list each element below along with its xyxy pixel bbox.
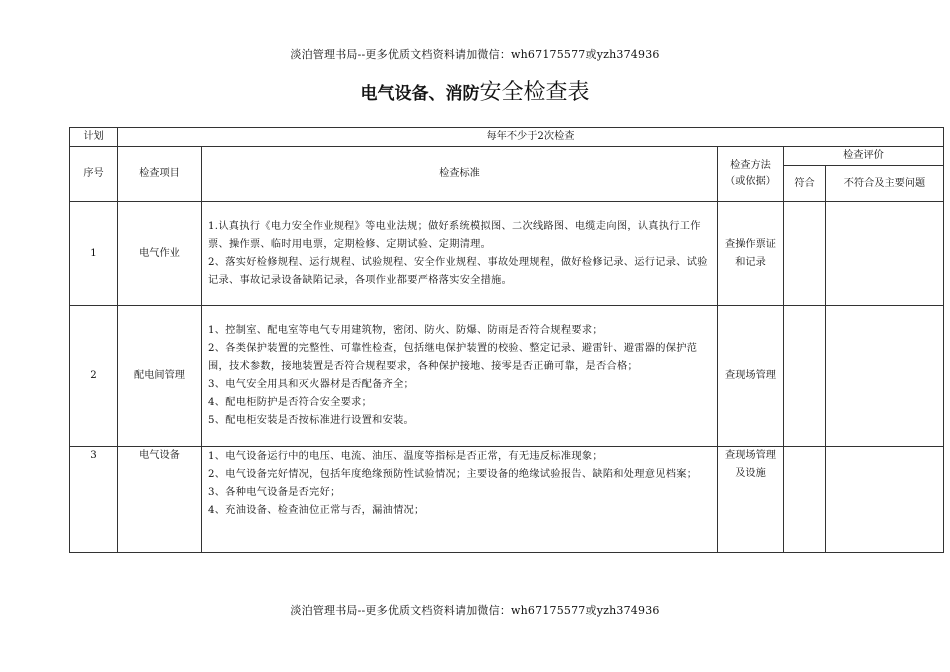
standard-line: 2、各类保护装置的完整性、可靠性检查，包括继电保护装置的校验、整定记录、避雷针、避雷器的保护范围，技术参数，接地装置是否符合规程要求，各种保护接地、接零是否正确可靠，是否合格； — [208, 343, 698, 372]
col-nonconform-header: 不符合及主要问题 — [826, 166, 944, 202]
row-item: 电气作业 — [118, 202, 202, 306]
row-conform — [784, 202, 826, 306]
standard-line: 2、落实好检修规程、运行规程、试验规程、安全作业规程、事故处理规程，做好检修记录、运行记录、试验记录、事故记录设备缺陷记录，各项作业都要严格落实安全措施。 — [208, 256, 708, 286]
row-seq: 1 — [70, 202, 118, 306]
row-nonconform — [826, 447, 944, 553]
footer-watermark-note: 淡泊管理书局--更多优质文档资料请加微信：wh67175577或yzh374936 — [290, 604, 660, 617]
col-conform-header: 符合 — [784, 166, 826, 202]
row-nonconform — [826, 306, 944, 447]
row-method: 查现场管理 — [718, 306, 784, 447]
page-title — [0, 78, 950, 108]
standard-line: 5、配电柜安装是否按标准进行设置和安装。 — [208, 415, 415, 426]
standard-line: 4、配电柜防护是否符合安全要求； — [208, 397, 373, 408]
row-nonconform — [826, 202, 944, 306]
row-conform — [784, 447, 826, 553]
standard-line: 1.认真执行《电力安全作业规程》等电业法规；做好系统模拟图、二次线路图、电缆走向图，认真执行工作票、操作票、临时用电票，定期检修、定期试验、定期清理。 — [208, 220, 701, 250]
row-method: 查操作票证和记录 — [718, 202, 784, 306]
row-item: 电气设备 — [118, 447, 202, 553]
row-conform — [784, 306, 826, 447]
title-bold-part: 电气设备、消防 — [360, 84, 480, 104]
header-watermark-note: 淡泊管理书局--更多优质文档资料请加微信：wh67175577或yzh374936 — [290, 48, 660, 61]
title-main-part: 安全检查表 — [479, 80, 590, 105]
standard-line: 3、电气安全用具和灭火器材是否配备齐全； — [208, 379, 415, 390]
col-item-header: 检查项目 — [118, 147, 202, 202]
row-seq: 3 — [70, 447, 118, 553]
col-standard-header: 检查标准 — [202, 147, 718, 202]
standard-line: 2、电气设备完好情况，包括年度绝缘预防性试验情况；主要设备的绝缘试验报告、缺陷和处理意见档案； — [208, 469, 698, 480]
standard-line: 1、控制室、配电室等电气专用建筑物，密闭、防火、防爆、防雨是否符合规程要求； — [208, 325, 603, 336]
plan-row — [70, 128, 944, 147]
plan-value: 每年不少于2次检查 — [118, 128, 944, 147]
plan-label: 计划 — [70, 128, 118, 147]
standard-line: 4、充油设备、检查油位正常与否，漏油情况； — [208, 505, 425, 516]
table-row — [70, 447, 944, 553]
col-evaluation-header: 检查评价 — [784, 147, 944, 166]
col-seq-header: 序号 — [70, 147, 118, 202]
standard-line: 1、电气设备运行中的电压、电流、油压、温度等指标是否正常，有无违反标准现象； — [208, 451, 603, 462]
header-row — [70, 147, 944, 166]
col-method-header: 检查方法（或依据） — [718, 147, 784, 202]
row-item: 配电间管理 — [118, 306, 202, 447]
row-standard — [202, 306, 718, 447]
table-row — [70, 306, 944, 447]
row-seq: 2 — [70, 306, 118, 447]
inspection-table — [69, 127, 944, 553]
standard-line: 3、各种电气设备是否完好； — [208, 487, 341, 498]
row-standard — [202, 202, 718, 306]
table-row — [70, 202, 944, 306]
row-standard — [202, 447, 718, 553]
row-method: 查现场管理及设施 — [718, 447, 784, 553]
